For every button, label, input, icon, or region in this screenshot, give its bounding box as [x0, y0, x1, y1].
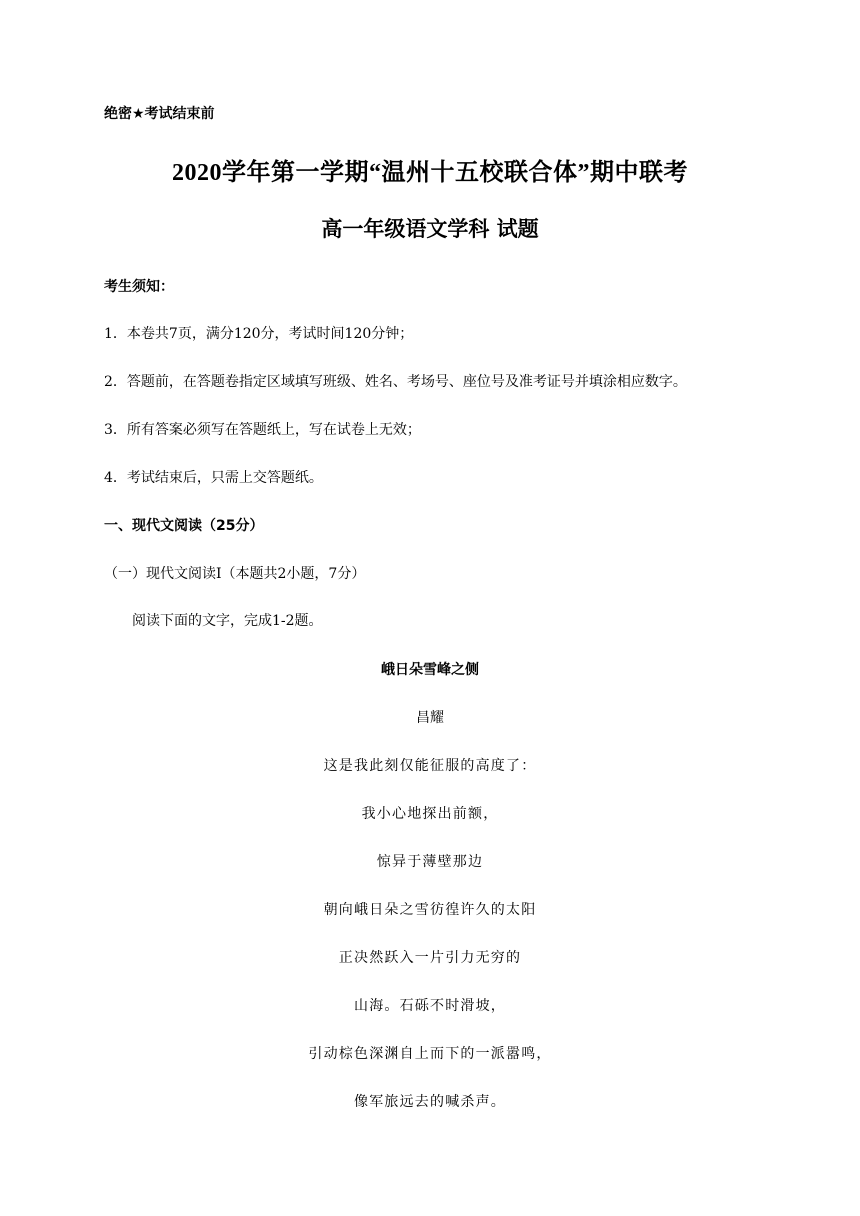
- section-subheading: （一）现代文阅读I（本题共2小题，7分）: [104, 566, 366, 582]
- poem-line: 朝向峨日朵之雪彷徨许久的太阳: [323, 902, 537, 918]
- exam-title: 2020学年第一学期“温州十五校联合体”期中联考: [172, 160, 688, 186]
- poem-line: 这是我此刻仅能征服的高度了：: [323, 758, 537, 774]
- poem-line: 惊异于薄壁那边: [376, 854, 484, 870]
- notice-heading: 考生须知：: [104, 279, 174, 295]
- notice-item: 2．答题前，在答题卷指定区域填写班级、姓名、考场号、座位号及准考证号并填涂相应数字。: [104, 374, 687, 390]
- reading-instruction: 阅读下面的文字，完成1-2题。: [132, 613, 323, 629]
- exam-subtitle: 高一年级语文学科 试题: [321, 217, 539, 241]
- poem-line: 我小心地探出前额，: [361, 806, 499, 822]
- poem-author: 昌耀: [416, 710, 444, 726]
- section-heading: 一、现代文阅读（25分）: [104, 518, 264, 534]
- notice-item: 1．本卷共7页，满分120分，考试时间120分钟；: [104, 326, 414, 342]
- poem-line: 山海。石砾不时滑坡，: [354, 998, 506, 1014]
- notice-item: 4．考试结束后，只需上交答题纸。: [104, 470, 323, 486]
- poem-line: 引动棕色深渊自上而下的一派嚣鸣，: [308, 1046, 552, 1062]
- notice-item: 3．所有答案必须写在答题纸上，写在试卷上无效；: [104, 422, 421, 438]
- secret-label: 绝密★考试结束前: [104, 106, 215, 122]
- poem-title: 峨日朵雪峰之侧: [381, 662, 479, 678]
- poem-line: 正决然跃入一片引力无穷的: [338, 950, 522, 966]
- poem-line: 像军旅远去的喊杀声。: [354, 1094, 506, 1110]
